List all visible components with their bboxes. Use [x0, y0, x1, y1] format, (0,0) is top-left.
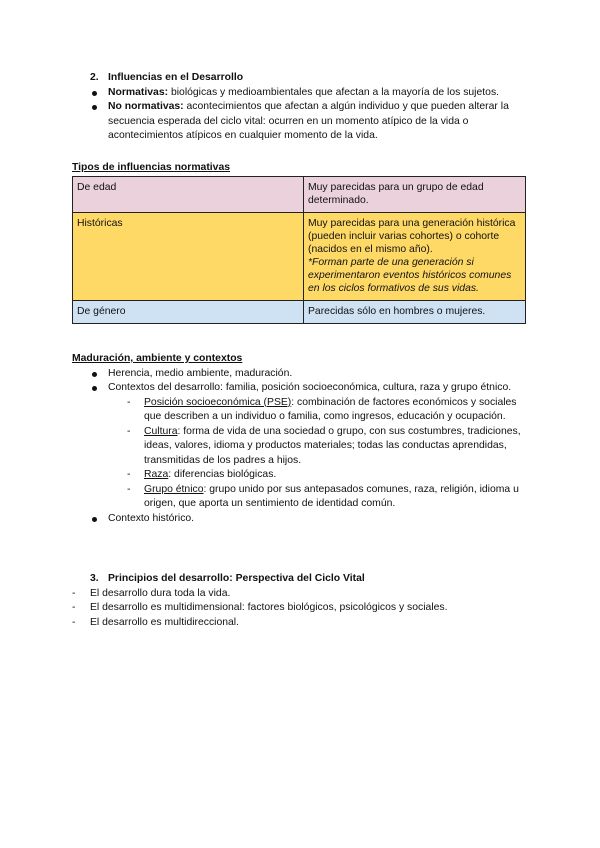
sub-text: : forma de vida de una sociedad o grupo, con sus costumbres, tradiciones, ideas, valores, idioma y productos materiales; todas las conductas aprendidas, transmitidas de los padres a hijos. [144, 425, 521, 466]
cell-note: *Forman parte de una generación si experimentaron eventos históricos comunes en los ciclos formativos de sus vidas. [308, 256, 512, 294]
table-cell-desc: Muy parecidas para un grupo de edad determinado. [304, 176, 526, 212]
table-cell-label: Históricas [73, 212, 304, 300]
bullet-term: Normativas: [108, 86, 169, 98]
section-maduracion [72, 352, 532, 526]
table-row [73, 176, 526, 212]
list-item [72, 381, 532, 396]
table-cell-label: De género [73, 300, 304, 323]
contextos-sublist [72, 396, 532, 512]
bullet-term: No normativas: [108, 101, 184, 112]
list-item: - El desarrollo es multidimensional: factores biológicos, psicológicos y sociales. [72, 601, 532, 616]
tipos-section [72, 161, 530, 324]
tipos-heading: Tipos de influencias normativas [72, 162, 231, 173]
sublist-item [72, 425, 532, 469]
section-3-heading [72, 572, 532, 587]
tipos-table [72, 176, 526, 324]
table-row [73, 300, 526, 323]
sublist-item [72, 468, 532, 483]
list-item: - El desarrollo es multidireccional. [72, 616, 532, 631]
section-influencias [72, 71, 532, 144]
sub-text: : combinación de factores económicos y sociales que describen a un individuo o familia, como ingresos, educación y ocupación. [144, 396, 517, 422]
cell-description: Muy parecidas para una generación histórica (pueden incluir varias cohortes) o cohorte (nacidos en el mismo año). [308, 217, 516, 255]
sub-text: : grupo unido por sus antepasados comunes, raza, religión, idioma u origen, que aporta un sentimiento de identidad común. [144, 483, 519, 509]
sublist-item [72, 483, 532, 512]
maduracion-list-end [72, 512, 532, 527]
list-item: - El desarrollo dura toda la vida. [72, 587, 532, 602]
principios-list [72, 587, 532, 631]
table-row [73, 212, 526, 300]
list-item [72, 100, 532, 144]
list-item [72, 86, 532, 101]
section-title: Principios del desarrollo: Perspectiva del Ciclo Vital [108, 573, 365, 584]
sub-term: Posición socioeconómica (PSE) [144, 396, 292, 408]
sublist-item [72, 396, 532, 425]
section-title: Influencias en el Desarrollo [108, 72, 244, 83]
bullet-text: acontecimientos que afectan a algún individuo y que pueden alterar la secuencia esperada del ciclo vital: ocurren en un momento atípico de la vida o acontecimientos atípicos en cualquier momento de la vida. [108, 101, 509, 141]
list-item: Herencia, medio ambiente, maduración. [72, 367, 532, 382]
list-item: Contexto histórico. [72, 512, 532, 527]
maduracion-heading: Maduración, ambiente y contextos [72, 353, 243, 364]
table-cell-label: De edad [73, 176, 304, 212]
bullet-text: biológicas y medioambientales que afectan a la mayoría de los sujetos. [168, 86, 500, 98]
maduracion-list [72, 367, 532, 396]
section-principios [72, 572, 532, 630]
section-number: 3. [90, 573, 99, 584]
sub-text: : diferencias biológicas. [168, 469, 277, 480]
table-cell-desc: Parecidas sólo en hombres o mujeres. [304, 300, 526, 323]
bullet-text: Contextos del desarrollo: familia, posición socioeconómica, cultura, raza y grupo étnico. [108, 382, 512, 393]
influencias-list [72, 86, 532, 144]
sub-term: Cultura [144, 425, 178, 437]
sub-term: Raza [144, 469, 169, 480]
section-2-heading [72, 71, 532, 86]
section-number: 2. [90, 72, 99, 83]
sub-term: Grupo étnico [144, 483, 204, 495]
table-cell-desc [304, 212, 526, 300]
